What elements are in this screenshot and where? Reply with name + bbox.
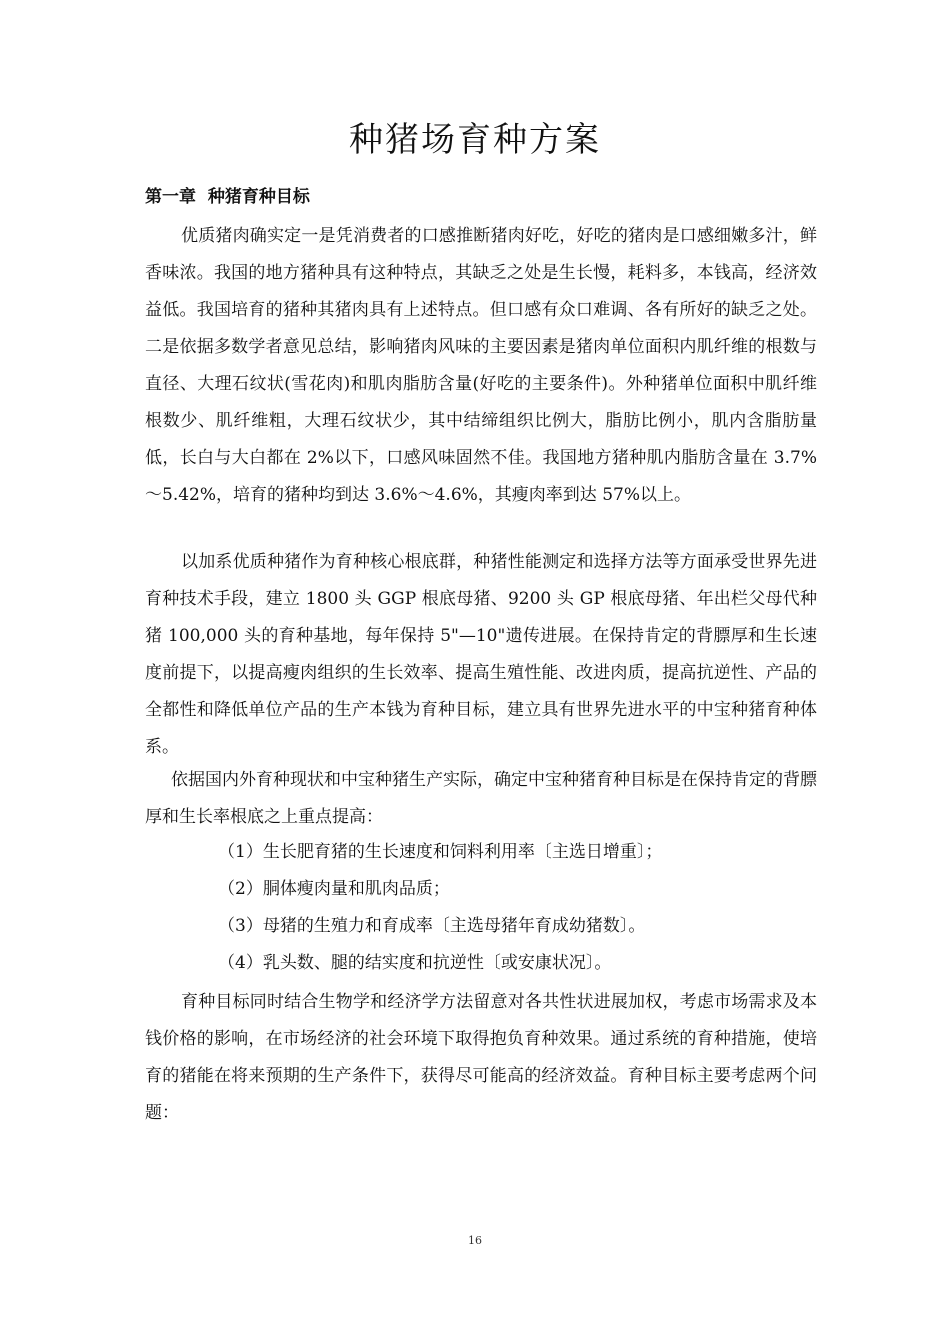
document-title: 种猪场育种方案 xyxy=(349,120,601,160)
breeding-goals-list xyxy=(218,834,818,982)
chapter-heading: 第一章 种猪育种目标 xyxy=(145,187,310,207)
list-item: （2）胴体瘦肉量和肌肉品质； xyxy=(218,879,450,899)
list-item: （4）乳头数、腿的结实度和抗逆性〔或安康状况〕。 xyxy=(218,953,612,973)
page-number: 16 xyxy=(468,1234,482,1247)
paragraph-breeding-base: 以加系优质种猪作为育种核心根底群，种猪性能测定和选择方法等方面承受世界先进育种技术手段，建立 1800 头 GGP 根底母猪、9200 头 GP 根底母猪、年出栏父母代种猪 100,000 头的育种基地，每年保持 5"—10"遗传进展。在保持肯定的背膘厚和生长速度前提下，以提高瘦肉组织的生长效率、提高生殖性能、改进肉质，提高抗逆性、产品的全都性和降低单位产品的生产本钱为育种目标，建立具有世界先进水平的中宝种猪育种体系。 xyxy=(145,552,817,757)
paragraph-pork-quality: 优质猪肉确实定一是凭消费者的口感推断猪肉好吃，好吃的猪肉是口感细嫩多汁，鲜香味浓。我国的地方猪种具有这种特点，其缺乏之处是生长慢，耗料多，本钱高，经济效益低。我国培育的猪种其猪肉具有上述特点。但口感有众口难调、各有所好的缺乏之处。二是依据多数学者意见总结，影响猪肉风味的主要因素是猪肉单位面积内肌纤维的根数与直径、大理石纹状(雪花肉)和肌肉脂肪含量(好吃的主要条件)。外种猪单位面积中肌纤维根数少、肌纤维粗，大理石纹状少，其中结缔组织比例大，脂肪比例小，肌内含脂肪量低，长白与大白都在 2%以下，口感风味固然不佳。我国地方猪种肌内脂肪含量在 3.7%～5.42%，培育的猪种均到达 3.6%～4.6%，其瘦肉率到达 57%以上。 xyxy=(145,226,817,505)
paragraph-breeding-goal-intro: 依据国内外育种现状和中宝种猪生产实际，确定中宝种猪育种目标是在保持肯定的背膘厚和生长率根底之上重点提高： xyxy=(145,770,817,827)
list-item: （1）生长肥育猪的生长速度和饲料利用率〔主选日增重〕； xyxy=(218,842,663,862)
list-item: （3）母猪的生殖力和育成率〔主选母猪年育成幼猪数〕。 xyxy=(218,916,646,936)
paragraph-weighting: 育种目标同时结合生物学和经济学方法留意对各共性状进展加权，考虑市场需求及本钱价格的影响，在市场经济的社会环境下取得抱负育种效果。通过系统的育种措施，使培育的猪能在将来预期的生产条件下，获得尽可能高的经济效益。育种目标主要考虑两个问题： xyxy=(145,992,817,1123)
